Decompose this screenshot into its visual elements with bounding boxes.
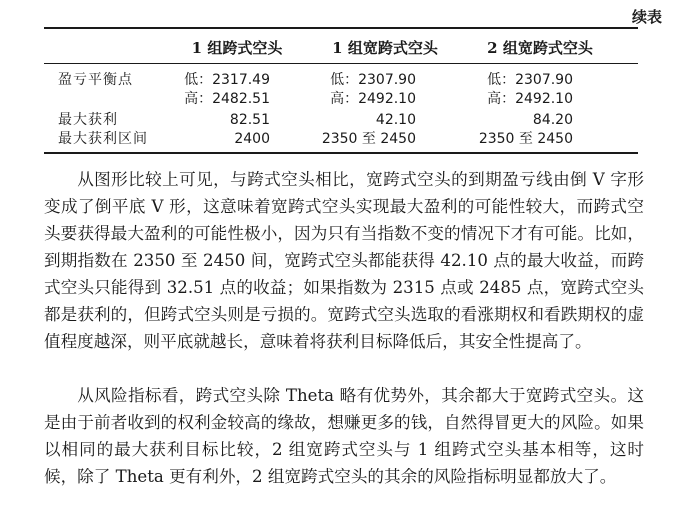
table-cell: 84.20 — [532, 112, 573, 128]
table-row-label: 盈亏平衡点 — [58, 72, 133, 88]
table-cell: 高：2482.51 — [184, 91, 270, 107]
column-header-2: 1 组宽跨式空头 — [332, 39, 438, 57]
table-cell: 高：2492.10 — [487, 91, 573, 107]
table-bottom-rule — [44, 152, 638, 154]
table-cell: 2350 至 2450 — [478, 131, 573, 147]
table-cell: 2350 至 2450 — [321, 131, 416, 147]
table-cell: 82.51 — [229, 112, 270, 128]
table-row-label: 最大获利区间 — [58, 131, 148, 147]
table-cell: 低：2307.90 — [487, 72, 573, 88]
table-row-label: 最大获利 — [58, 112, 118, 128]
table-header-rule — [44, 63, 638, 64]
column-header-3: 2 组宽跨式空头 — [487, 39, 593, 57]
table-cell: 42.10 — [375, 112, 416, 128]
table-cell: 高：2492.10 — [330, 91, 416, 107]
body-paragraph-1: 从图形比较上可见，与跨式空头相比，宽跨式空头的到期盈亏线由倒 V 字形变成了倒平底 V 形，这意味着宽跨式空头实现最大盈利的可能性较大，而跨式空头要获得最大盈利的可能性极小，因为只有当指数不变的情况下才有可能。比如，到期指数在 2350 至 2450 间，宽跨式空头都能获得 42.10 点的最大收益，而跨式空头只能得到 32.51 点的收益；如果指数为 2315 点或 2485 点，宽跨式空头都是获利的，但跨式空头则是亏损的。宽跨式空头选取的看涨期权和看跌期权的虚值程度越深，则平底就越长，意味着将获利目标降低后，其安全性提高了。 — [44, 170, 644, 351]
table-cell: 2400 — [234, 131, 270, 147]
body-paragraph-2: 从风险指标看，跨式空头除 Theta 略有优势外，其余都大于宽跨式空头。这是由于前者收到的权利金较高的缘故，想赚更多的钱，自然得冒更大的风险。如果以相同的最大获利目标比较，2 组宽跨式空头与 1 组跨式空头基本相等，这时候，除了 Theta 更有利外，2 组宽跨式空头的其余的风险指标明显都放大了。 — [44, 386, 644, 486]
table-cell: 低：2307.90 — [330, 72, 416, 88]
table-cell: 低：2317.49 — [184, 72, 270, 88]
continued-label: 续表 — [631, 8, 662, 26]
table-top-rule — [44, 27, 638, 29]
column-header-1: 1 组跨式空头 — [191, 39, 283, 57]
